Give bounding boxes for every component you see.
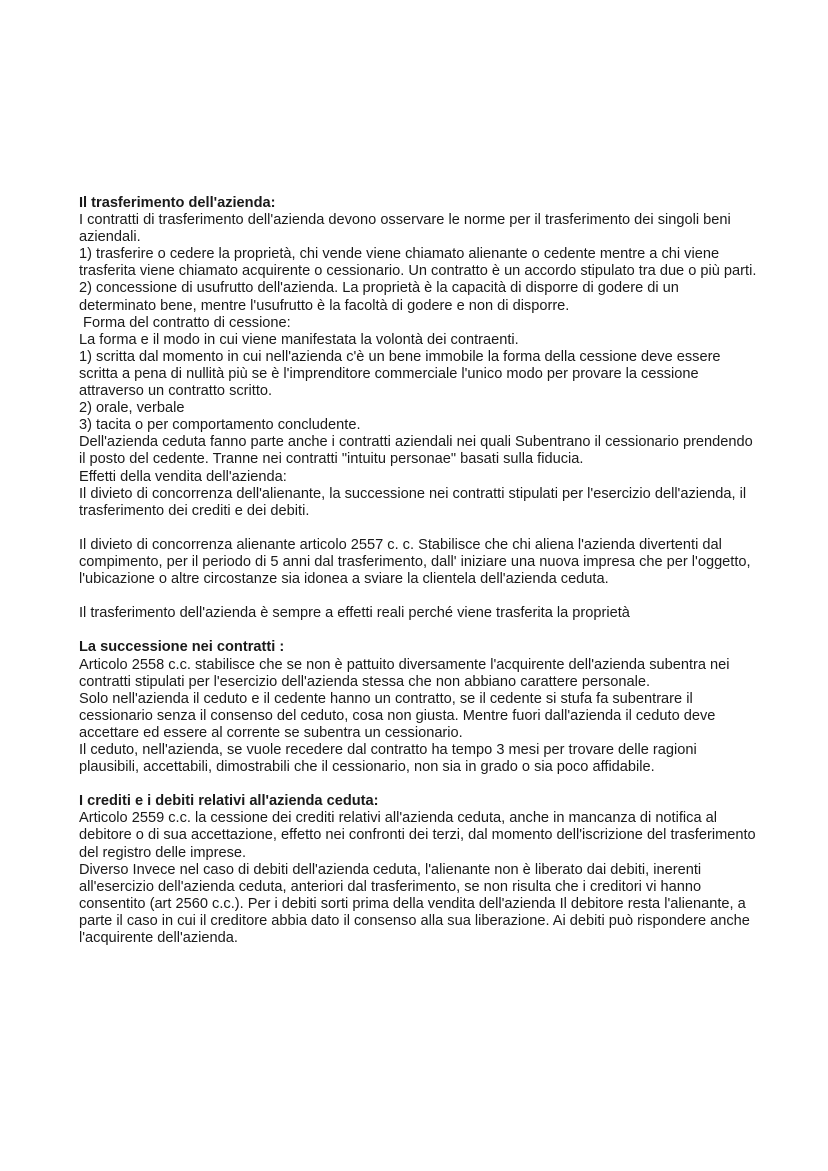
paragraph: Diverso Invece nel caso di debiti dell'azienda ceduta, l'alienante non è liberato dai debiti, inerenti all'esercizio dell'azienda ceduta, anteriori dal trasferimento, se non risulta che i creditori vi hanno consentito (art 2560 c.c.). Per i debiti sorti prima della vendita dell'azienda Il debitore resta l'alienante, a parte il caso in cui il creditore abbia dato il consenso alla sua liberazione. Ai debiti può rispondere anche l'acquirente dell'azienda. [79, 861, 750, 947]
paragraph: Articolo 2559 c.c. la cessione dei crediti relativi all'azienda ceduta, anche in mancanza di notifica al debitore o di sua accettazione, effetto nei confronti dei terzi, dal momento dell'iscrizione del trasferimento del registro delle imprese. [79, 810, 756, 861]
spacer [79, 776, 759, 793]
spacer [79, 588, 759, 605]
paragraph: 2) orale, verbale [79, 400, 185, 417]
heading-crediti-debiti: I crediti e i debiti relativi all'azienda ceduta: [79, 793, 379, 810]
paragraph: Il ceduto, nell'azienda, se vuole recedere dal contratto ha tempo 3 mesi per trovare delle ragioni plausibili, accettabili, dimostrabili che il cessionario, non sia in grado o sia poco affidabile. [79, 742, 697, 776]
heading-successione-contratti: La successione nei contratti : [79, 639, 285, 656]
document-body [79, 195, 759, 947]
paragraph: Il divieto di concorrenza dell'alienante, la successione nei contratti stipulati per l'esercizio dell'azienda, il trasferimento dei crediti e dei debiti. [79, 485, 747, 519]
paragraph-divieto-concorrenza: Il divieto di concorrenza alienante articolo 2557 c. c. Stabilisce che chi aliena l'azienda divertenti dal compimento, per il periodo di 5 anni dal trasferimento, dall' iniziare una nuova impresa che per l'oggetto, l'ubicazione o altre circostanze sia idonea a sviare la clientela dell'azienda ceduta. [79, 536, 751, 588]
spacer [79, 520, 759, 537]
paragraph: 3) tacita o per comportamento concludente. [79, 417, 361, 434]
subheading-effetti-vendita: Effetti della vendita dell'azienda: [79, 468, 287, 485]
paragraph: Articolo 2558 c.c. stabilisce che se non è pattuito diversamente l'acquirente dell'azienda subentra nei contratti stipulati per l'esercizio dell'azienda stessa che non abbiano carattere personale. [79, 656, 730, 690]
subheading-forma-contratto: Forma del contratto di cessione: [79, 314, 291, 331]
paragraph: Solo nell'azienda il ceduto e il cedente hanno un contratto, se il cedente si stufa fa subentrare il cessionario senza il consenso del ceduto, cosa non giusta. Mentre fuori dall'azienda il ceduto deve accettare ed essere al corrente se subentra un cessionario. [79, 690, 716, 741]
paragraph: La forma e il modo in cui viene manifestata la volontà dei contraenti. [79, 331, 519, 348]
paragraph: 1) trasferire o cedere la proprietà, chi vende viene chiamato alienante o cedente mentre a chi viene trasferita viene chiamato acquirente o cessionario. Un contratto è un accordo stipulato tra due o più parti. [79, 246, 757, 280]
heading-trasferimento: Il trasferimento dell'azienda: [79, 195, 276, 211]
paragraph: 1) scritta dal momento in cui nell'azienda c'è un bene immobile la forma della cessione deve essere scritta a pena di nullità più se è l'imprenditore commerciale l'unico modo per provare la cessione attraverso un contratto scritto. [79, 348, 721, 400]
paragraph: Dell'azienda ceduta fanno parte anche i contratti aziendali nei quali Subentrano il cessionario prendendo il posto del cedente. Tranne nei contratti "intuitu personae" basati sulla fiducia. [79, 434, 753, 468]
paragraph: I contratti di trasferimento dell'azienda devono osservare le norme per il trasferimento dei singoli beni aziendali. [79, 212, 731, 246]
paragraph-effetti-reali: Il trasferimento dell'azienda è sempre a effetti reali perché viene trasferita la proprietà [79, 605, 630, 622]
spacer [79, 622, 759, 639]
paragraph: 2) concessione di usufrutto dell'azienda. La proprietà è la capacità di disporre di godere di un determinato bene, mentre l'usufrutto è la facoltà di godere e non di disporre. [79, 280, 679, 314]
